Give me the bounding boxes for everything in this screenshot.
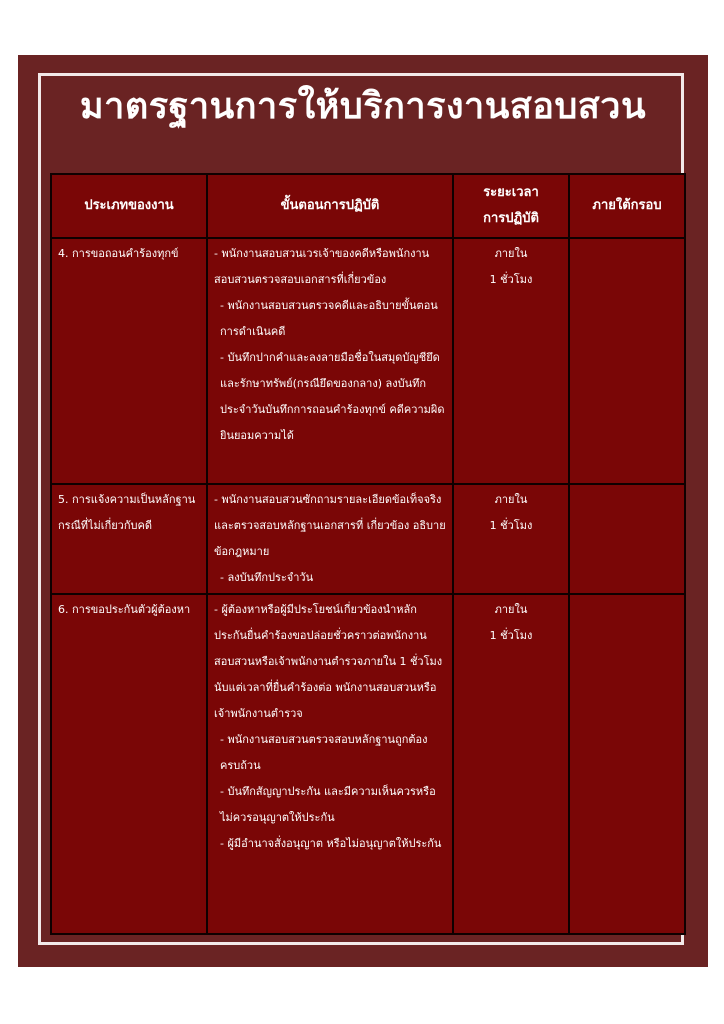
table-row <box>51 484 685 594</box>
header-duration-line1: ระยะเวลา <box>483 185 539 200</box>
row-scope <box>569 484 685 594</box>
row-duration-line1: ภายใน <box>494 493 528 506</box>
header-type: ประเภทของงาน <box>51 174 207 238</box>
table-row <box>51 238 685 484</box>
header-duration-line2: การปฏิบัติ <box>483 211 539 226</box>
row-steps <box>207 484 453 594</box>
row-step: - พนักงานสอบสวนตรวจสอบหลักฐานถูกต้องครบถ้วน <box>220 733 428 772</box>
row-step: - ผู้มีอำนาจสั่งอนุญาต หรือไม่อนุญาตให้ประกัน <box>220 837 442 850</box>
row-duration-line2: 1 ชั่วโมง <box>489 519 533 532</box>
row-duration-line1: ภายใน <box>494 247 528 260</box>
row-steps <box>207 238 453 484</box>
table-header-row <box>51 174 685 238</box>
row-duration <box>453 484 569 594</box>
row-step: - พนักงานสอบสวนตรวจคดีและอธิบายขั้นตอนการดำเนินคดี <box>220 299 438 338</box>
row-steps <box>207 594 453 934</box>
row-duration-line2: 1 ชั่วโมง <box>489 273 533 286</box>
poster-background <box>18 55 708 967</box>
row-step: - ผู้ต้องหาหรือผู้มีประโยชน์เกี่ยวข้องนำหลักประกันยื่นคำร้องขอปล่อยชั่วคราวต่อพนักงานสอบสวนหรือเจ้าพนักงานตำรวจภายใน 1 ชั่วโมง นับแต่เวลาที่ยื่นคำร้องต่อ พนักงานสอบสวนหรือเจ้าพนักงานตำรวจ <box>214 603 443 720</box>
row-duration-line1: ภายใน <box>494 603 528 616</box>
service-standard-table <box>50 173 686 935</box>
row-step: - บันทึกสัญญาประกัน และมีความเห็นควรหรือไม่ควรอนุญาตให้ประกัน <box>220 785 436 824</box>
row-step: - ลงบันทึกประจำวัน <box>220 571 314 584</box>
row-scope <box>569 594 685 934</box>
row-type: 6. การขอประกันตัวผู้ต้องหา <box>51 594 207 934</box>
header-duration <box>453 174 569 238</box>
row-step: - พนักงานสอบสวนซักถามรายละเอียดข้อเท็จจริง และตรวจสอบหลักฐานเอกสารที่ เกี่ยวข้อง อธิบายข้อกฎหมาย <box>214 493 446 558</box>
row-duration-line2: 1 ชั่วโมง <box>489 629 533 642</box>
row-scope <box>569 238 685 484</box>
row-step: - พนักงานสอบสวนเวรเจ้าของคดีหรือพนักงานสอบสวนตรวจสอบเอกสารที่เกี่ยวข้อง <box>214 247 430 286</box>
row-duration <box>453 238 569 484</box>
row-step: - บันทึกปากคำและลงลายมือชื่อในสมุดบัญชียึดและรักษาทรัพย์(กรณียึดของกลาง) ลงบันทึกประจำวันบันทึกการถอนคำร้องทุกข์ คดีความผิดยินยอมความได้ <box>220 351 445 442</box>
row-duration <box>453 594 569 934</box>
page-title: มาตรฐานการให้บริการงานสอบสวน <box>79 86 647 127</box>
header-scope: ภายใต้กรอบ <box>569 174 685 238</box>
header-steps: ขั้นตอนการปฏิบัติ <box>207 174 453 238</box>
row-type: 4. การขอถอนคำร้องทุกข์ <box>51 238 207 484</box>
row-type: 5. การแจ้งความเป็นหลักฐาน กรณีที่ไม่เกี่ยวกับคดี <box>51 484 207 594</box>
table-row <box>51 594 685 934</box>
